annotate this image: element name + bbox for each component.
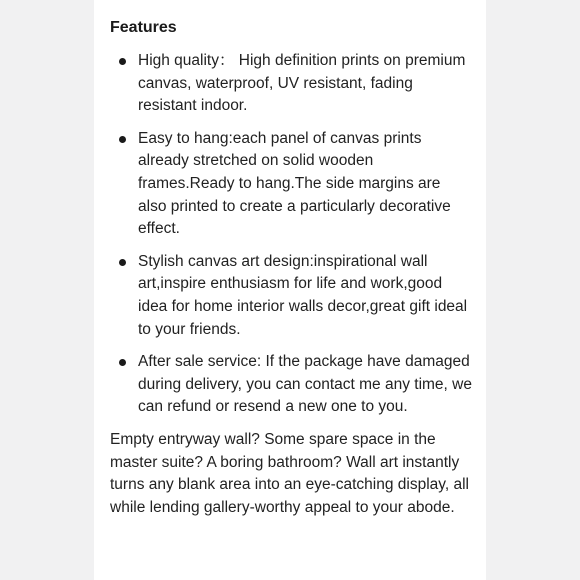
features-list — [110, 50, 472, 419]
bullet-icon — [119, 359, 126, 366]
feature-item-after-sale-service — [110, 351, 472, 419]
feature-text: High quality： High definition prints on premium canvas, waterproof, UV resistant, fading resistant indoor. — [138, 52, 466, 115]
feature-text: Easy to hang:each panel of canvas prints already stretched on solid wooden frames.Ready to hang.The side margins are also printed to create a particularly decorative effect. — [138, 129, 451, 238]
bullet-icon — [119, 259, 126, 266]
feature-text: Stylish canvas art design:inspirational wall art,inspire enthusiasm for life and work,good idea for home interior walls decor,great gift ideal to your friends. — [138, 252, 468, 338]
feature-item-stylish-design — [110, 251, 472, 341]
feature-item-high-quality — [110, 50, 472, 118]
feature-item-easy-to-hang — [110, 128, 472, 241]
description-paragraph: Empty entryway wall? Some spare space in the master suite? A boring bathroom? Wall art instantly turns any blank area into an eye-catching display, all while lending gallery-worthy appeal to your abode. — [110, 430, 470, 516]
product-description — [110, 16, 472, 519]
features-heading: Features — [110, 19, 177, 36]
feature-text: After sale service: If the package have damaged during delivery, you can contact me any time, we can refund or resend a new one to you. — [138, 353, 472, 416]
bullet-icon — [119, 136, 126, 143]
bullet-icon — [119, 58, 126, 65]
